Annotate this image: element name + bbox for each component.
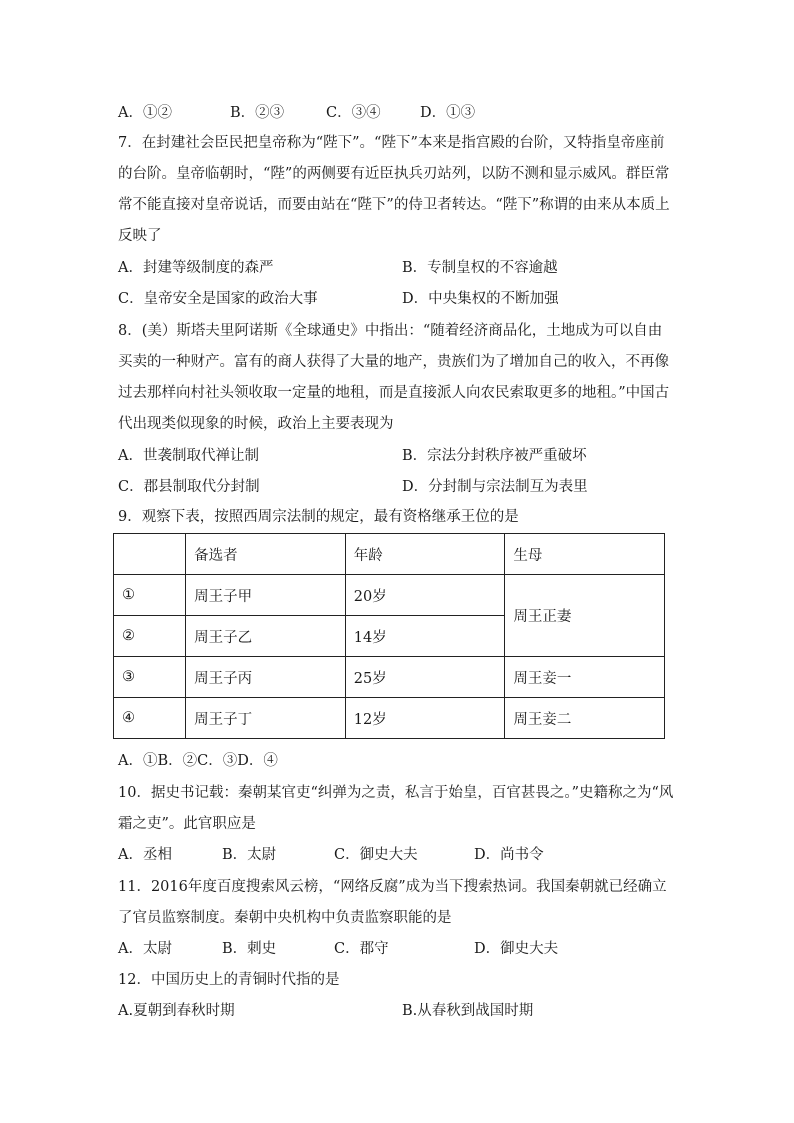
q11-option-b[interactable]: B．刺史 <box>222 941 277 957</box>
cell-age: 12岁 <box>345 698 505 739</box>
q11-option-c[interactable]: C．郡守 <box>334 941 389 957</box>
q10-option-b[interactable]: B．太尉 <box>222 847 277 863</box>
q12-option-a[interactable]: A.夏朝到春秋时期 <box>118 1003 235 1019</box>
q9-table <box>113 533 665 739</box>
cell-no: ② <box>114 616 186 657</box>
q7-option-c[interactable]: C．皇帝安全是国家的政治大事 <box>118 291 318 307</box>
header-cell-age: 年龄 <box>345 534 505 575</box>
q8-option-c[interactable]: C．郡县制取代分封制 <box>118 479 260 495</box>
q6-option-b[interactable]: B．②③ <box>230 105 285 121</box>
q10-option-a[interactable]: A．丞相 <box>118 847 172 863</box>
cell-no: ④ <box>114 698 186 739</box>
q9-stem: 9．观察下表，按照西周宗法制的规定，最有资格继承王位的是 <box>118 509 519 525</box>
q9-options[interactable]: A．①B．②C．③D．④ <box>118 753 278 769</box>
q8-stem: 8．(美）斯塔夫里阿诺斯《全球通史》中指出：“随着经济商品化，土地成为可以自由买卖的一种财产。富有的商人获得了大量的地产，贵族们为了增加自己的收入，不再像过去那样向村社头领收取一定量的地租，而是直接派人向农民索取更多的地租。”中国古代出现类似现象的时候，政治上主要表现为 <box>118 323 670 432</box>
q7-stem: 7．在封建社会臣民把皇帝称为“陛下”。“陛下”本来是指宫殿的台阶，又特指皇帝座前的台阶。皇帝临朝时，“陛”的两侧要有近臣执兵刃站列，以防不测和显示威风。群臣常常不能直接对皇帝说话，而要由站在“陛下”的侍卫者转达。“陛下”称谓的由来从本质上反映了 <box>118 135 670 244</box>
header-cell-no <box>114 534 186 575</box>
cell-name: 周王子丙 <box>186 657 346 698</box>
q6-option-d[interactable]: D．①③ <box>420 105 476 121</box>
q12-option-b[interactable]: B.从春秋到战国时期 <box>402 1003 534 1019</box>
table-header-row <box>114 534 665 575</box>
cell-age: 14岁 <box>345 616 505 657</box>
cell-mother: 周王妾二 <box>505 698 665 739</box>
cell-name: 周王子甲 <box>186 575 346 616</box>
table-row <box>114 698 665 739</box>
q10-option-c[interactable]: C．御史大夫 <box>334 847 418 863</box>
q10-option-d[interactable]: D．尚书令 <box>474 847 544 863</box>
cell-age: 20岁 <box>345 575 505 616</box>
q8-option-d[interactable]: D．分封制与宗法制互为表里 <box>402 479 588 495</box>
cell-mother-shared: 周王正妻 <box>505 575 665 657</box>
header-cell-mother: 生母 <box>505 534 665 575</box>
q8-option-b[interactable]: B．宗法分封秩序被严重破坏 <box>402 448 587 464</box>
q7-option-d[interactable]: D．中央集权的不断加强 <box>402 291 559 307</box>
cell-name: 周王子丁 <box>186 698 346 739</box>
q6-option-a[interactable]: A．①② <box>118 105 172 121</box>
q11-option-d[interactable]: D．御史大夫 <box>474 941 559 957</box>
cell-no: ① <box>114 575 186 616</box>
q10-stem: 10．据史书记载：秦朝某官吏“纠弹为之责，私言于始皇，百官甚畏之。”史籍称之为“风霜之吏”。此官职应是 <box>118 785 674 832</box>
table-row <box>114 657 665 698</box>
table-row <box>114 575 665 616</box>
cell-mother: 周王妾一 <box>505 657 665 698</box>
q6-option-c[interactable]: C．③④ <box>326 105 381 121</box>
q8-option-a[interactable]: A．世袭制取代禅让制 <box>118 448 259 464</box>
cell-age: 25岁 <box>345 657 505 698</box>
q11-stem: 11．2016年度百度搜索风云榜，“网络反腐”成为当下搜索热词。我国秦朝就已经确立了官员监察制度。秦朝中央机构中负责监察职能的是 <box>118 879 667 926</box>
header-cell-candidate: 备选者 <box>186 534 346 575</box>
cell-name: 周王子乙 <box>186 616 346 657</box>
q11-option-a[interactable]: A．太尉 <box>118 941 172 957</box>
q7-option-a[interactable]: A．封建等级制度的森严 <box>118 260 274 276</box>
cell-no: ③ <box>114 657 186 698</box>
q12-stem: 12．中国历史上的青铜时代指的是 <box>118 972 340 988</box>
q7-option-b[interactable]: B．专制皇权的不容逾越 <box>402 260 558 276</box>
